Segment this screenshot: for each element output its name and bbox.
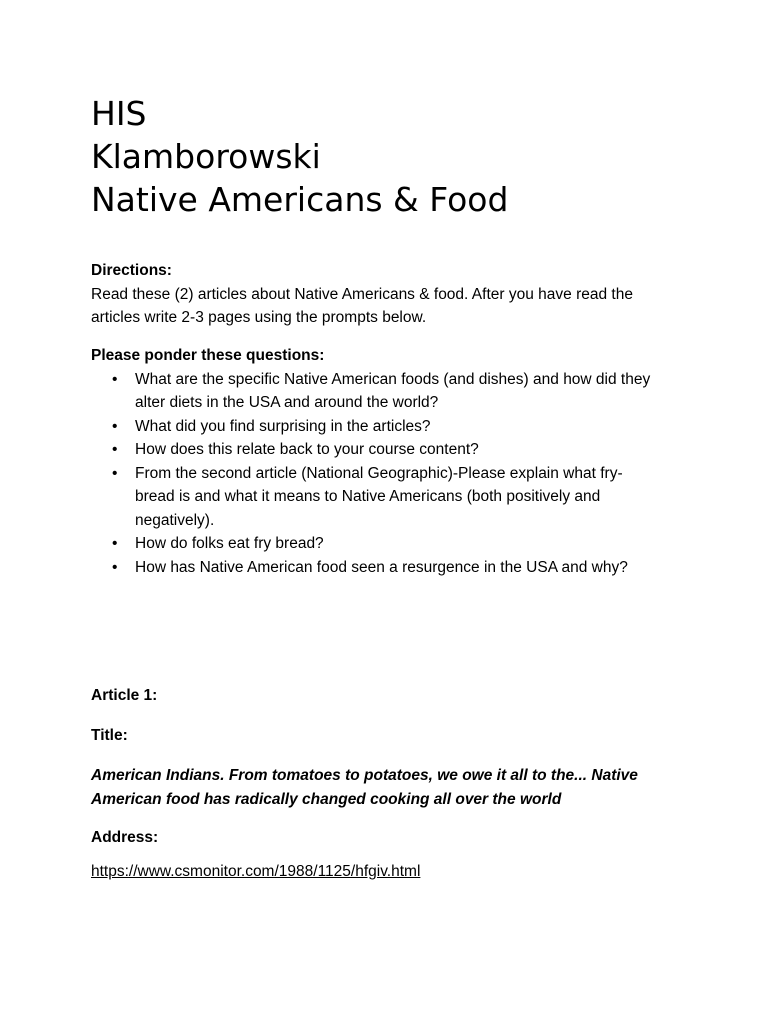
question-text: alter diets in the USA and around the world? [135, 394, 439, 411]
article-1-title-label: Title: [91, 727, 128, 744]
article-1-title [91, 764, 671, 811]
article-1-label: Article 1: [91, 687, 158, 704]
bullet-icon: • [112, 558, 118, 576]
questions-list [91, 368, 691, 580]
questions-section [91, 344, 691, 579]
question-text: How do folks eat fry bread? [135, 535, 324, 552]
course-code: HIS [91, 94, 147, 133]
document-header [91, 92, 508, 221]
article-1-address-link[interactable]: https://www.csmonitor.com/1988/1125/hfgiv.html [91, 863, 421, 880]
question-text: What are the specific Native American foods (and dishes) and how did they [135, 370, 651, 388]
directions-section [91, 259, 691, 330]
list-item [91, 368, 675, 415]
article-1-address-label: Address: [91, 829, 159, 846]
question-text: From the second article (National Geographic)-Please explain what fry- [135, 464, 623, 482]
directions-text-line-2: articles write 2-3 pages using the prompts below. [91, 309, 427, 326]
question-text: bread is and what it means to Native Americans (both positively and [135, 488, 601, 505]
bullet-icon: • [112, 370, 118, 388]
question-text: What did you find surprising in the articles? [135, 417, 431, 435]
list-item [91, 532, 675, 556]
question-text: How has Native American food seen a resurgence in the USA and why? [135, 558, 628, 576]
bullet-icon: • [112, 441, 118, 458]
question-text: How does this relate back to your course content? [135, 441, 479, 458]
list-item [91, 556, 675, 580]
question-text: negatively). [135, 511, 215, 529]
list-item [91, 462, 675, 533]
directions-text-line-1: Read these (2) articles about Native Americans & food. After you have read the [91, 285, 633, 303]
directions-label: Directions: [91, 262, 172, 279]
article-1-title-line-2: American food has radically changed cooking all over the world [91, 790, 562, 808]
bullet-icon: • [112, 464, 118, 482]
bullet-icon: • [112, 417, 118, 435]
list-item [91, 415, 675, 439]
article-1-title-line-1: American Indians. From tomatoes to potatoes, we owe it all to the... Native [91, 767, 638, 784]
assignment-title: Native Americans & Food [91, 180, 509, 219]
list-item [91, 438, 675, 462]
instructor-name: Klamborowski [91, 137, 321, 176]
questions-label: Please ponder these questions: [91, 347, 325, 364]
bullet-icon: • [112, 535, 118, 552]
